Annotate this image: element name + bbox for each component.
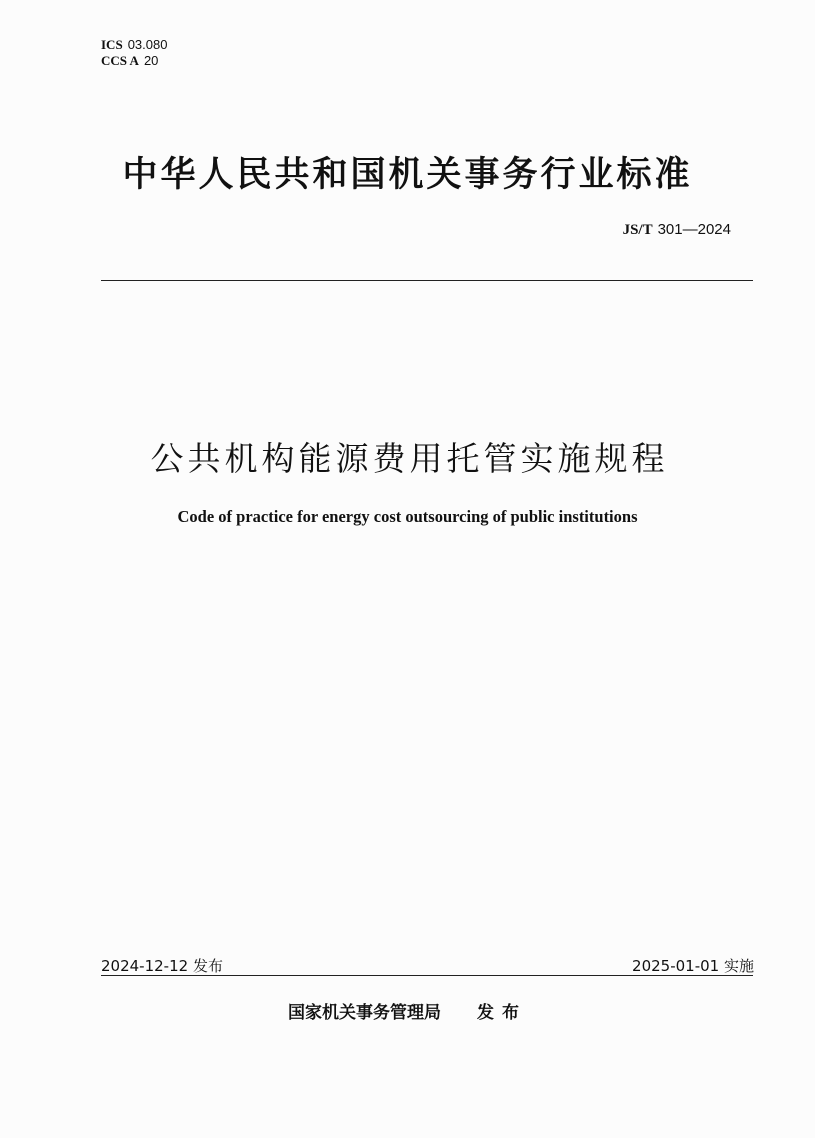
bottom-divider [101, 975, 753, 976]
standard-number [623, 220, 731, 239]
ccs-label: CCS A [101, 53, 139, 68]
ics-value: 03.080 [127, 37, 168, 52]
ccs-value: 20 [143, 53, 159, 68]
standard-number-value: 301—2024 [657, 221, 731, 238]
document-title-en: Code of practice for energy cost outsourcing of public institutions [177, 507, 638, 526]
top-divider [101, 280, 753, 281]
issue-date: 2024-12-12 发布 [101, 957, 223, 975]
classification-codes [101, 37, 167, 69]
effective-date: 2025-01-01 实施 [632, 957, 754, 975]
standard-prefix: JS/T [622, 222, 653, 238]
standard-category-title: 中华人民共和国机关事务行业标准 [122, 155, 693, 195]
document-title-zh: 公共机构能源费用托管实施规程 [150, 439, 669, 478]
publish-action: 发布 [477, 1003, 527, 1023]
publisher-name: 国家机关事务管理局 [288, 1003, 441, 1023]
ics-label: ICS [101, 37, 123, 52]
ics-code [101, 37, 167, 53]
ccs-code [101, 53, 167, 69]
publisher-line [0, 998, 815, 1023]
